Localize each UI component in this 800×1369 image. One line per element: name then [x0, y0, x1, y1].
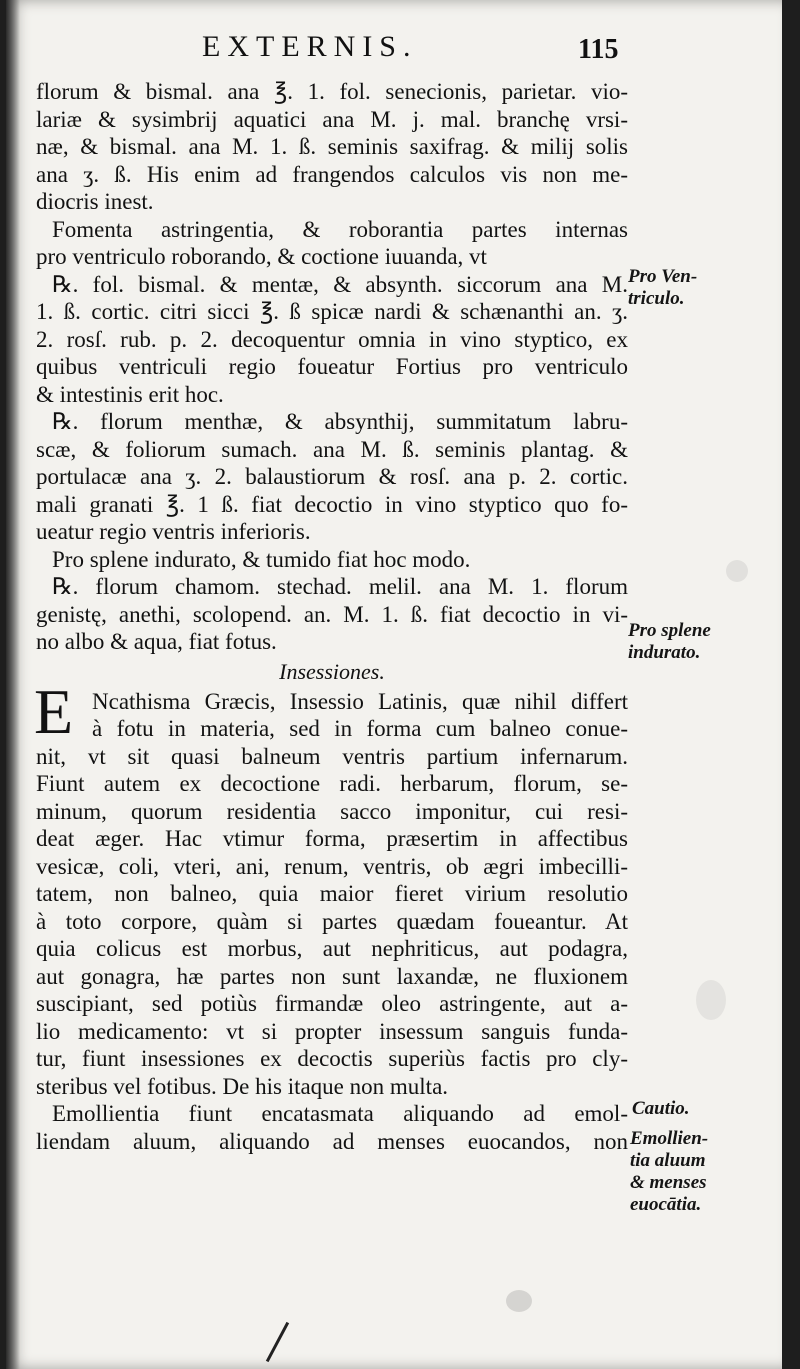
paragraph: [36, 573, 628, 656]
text-line: quibus ventriculi regio foueatur Fortius pro ventriculo: [36, 354, 628, 379]
margin-note-line: & menses: [630, 1172, 707, 1193]
margin-note-line: euocātia.: [630, 1194, 702, 1215]
text-line: 1. ß. cortic. citri sicci ℥. ß spicæ nardi & schænanthi an. ʒ.: [36, 299, 628, 324]
gutter-shadow: [6, 0, 20, 1369]
paragraph: [36, 216, 628, 409]
text-line: à fotu in materia, sed in forma cum balneo conue-: [92, 716, 628, 741]
text-line: genistę, anethi, scolopend. an. M. 1. ß. fiat decoctio in vi-: [36, 601, 628, 627]
text-line: & intestinis erit hoc.: [36, 381, 224, 407]
page-number: 115: [578, 34, 619, 65]
text-line: steribus vel fotibus. De his itaque non multa.: [36, 1073, 449, 1099]
margin-note-line: Cautio.: [632, 1098, 690, 1119]
margin-note-line: tia aluum: [630, 1150, 706, 1171]
margin-note-line: Pro Ven-: [628, 266, 698, 287]
margin-note-line: triculo.: [628, 288, 685, 309]
text-line: ℞. florum menthæ, & absynthij, summitatum labru-: [52, 409, 628, 434]
text-line: tatem, non balneo, quia maior fieret virium resolutio: [36, 881, 628, 906]
main-text-block: [36, 78, 628, 1155]
text-line: pro ventriculo roborando, & coctione iuuanda, vt: [36, 244, 487, 269]
text-line: ana ʒ. ß. His enim ad frangendos calculos vis non me-: [36, 161, 628, 187]
book-page: [6, 0, 782, 1369]
text-line: portulacæ ana ʒ. 2. balaustiorum & rosſ. ana p. 2. cortic.: [36, 464, 628, 489]
insessiones-paragraph: [34, 675, 628, 1101]
paragraph: [36, 1100, 628, 1155]
text-line: quia colicus est morbus, aut nephriticus, aut podagra,: [36, 936, 628, 961]
paper-stain: [696, 980, 726, 1020]
text-line: ℞. florum chamom. stechad. melil. ana M. 1. florum: [52, 574, 628, 599]
text-line: vesicæ, coli, vteri, ani, renum, ventris, ob ægri imbecilli-: [36, 853, 628, 879]
text-line: à toto corpore, quàm si partes quædam foueantur. At: [36, 908, 628, 934]
text-line: ueatur regio ventris inferioris.: [36, 519, 311, 544]
text-line: nit, vt sit quasi balneum ventris partium infernarum.: [36, 743, 628, 769]
text-line: Ncathisma Græcis, Insessio Latinis, quæ nihil differt: [92, 688, 628, 714]
text-line: lio medicamento: vt si propter insessum sanguis funda-: [36, 1018, 628, 1044]
paper-stain: [726, 560, 748, 582]
text-line: Fomenta astringentia, & roborantia partes internas: [52, 216, 628, 242]
section-heading: Insessiones.: [279, 658, 385, 684]
text-line: diocris inest.: [36, 189, 154, 214]
text-line: mali granati ℥. 1 ß. fiat decoctio in vino styptico quo fo-: [36, 491, 628, 517]
text-line: minum, quorum residentia sacco imponitur, cui resi-: [36, 798, 628, 824]
text-line: næ, & bismal. ana M. 1. ß. seminis saxifrag. & milij solis: [36, 134, 628, 159]
margin-note-cautio: [632, 1098, 690, 1120]
text-line: scæ, & foliorum sumach. ana M. ß. seminis plantag. &: [36, 436, 628, 462]
paragraph: [36, 408, 628, 546]
text-line: no albo & aqua, fiat fotus.: [36, 629, 277, 654]
text-line: aut gonagra, hæ partes non sunt laxandæ, ne fluxionem: [36, 963, 628, 989]
margin-note-pro-ventriculo: [628, 266, 697, 310]
text-line: lariæ & sysimbrij aquatici ana M. j. mal. branchę vrsi-: [36, 106, 628, 132]
text-line: deat æger. Hac vtimur forma, præsertim in affectibus: [36, 826, 628, 851]
text-line: suscipiant, sed potiùs firmandæ oleo astringente, aut a-: [36, 991, 628, 1016]
text-line: Emollientia fiunt encatasmata aliquando ad emol-: [52, 1101, 628, 1126]
running-head: [6, 26, 782, 66]
paragraph: [36, 546, 628, 574]
text-line: liendam aluum, aliquando ad menses euocandos, non: [36, 1128, 628, 1154]
text-line: florum & bismal. ana ℥. 1. fol. senecionis, parietar. vio-: [36, 79, 628, 104]
ink-scratch: [266, 1322, 289, 1362]
paragraph: [36, 78, 628, 216]
text-line: Pro splene indurato, & tumido fiat hoc modo.: [52, 546, 471, 572]
text-line: 2. rosſ. rub. p. 2. decoquentur omnia in vino styptico, ex: [36, 326, 628, 352]
margin-note-pro-splene: [628, 620, 711, 664]
text-line: ℞. fol. bismal. & mentæ, & absynth. siccorum ana M.: [52, 271, 628, 297]
margin-note-line: indurato.: [628, 642, 701, 663]
paper-stain: [506, 1290, 532, 1312]
margin-note-emollientia: [630, 1128, 708, 1216]
text-line: Fiunt autem ex decoctione radi. herbarum, florum, se-: [36, 771, 628, 796]
text-line: tur, fiunt insessiones ex decoctis superiùs factis pro cly-: [36, 1046, 628, 1071]
margin-note-line: Pro splene: [628, 620, 711, 641]
running-title: EXTERNIS.: [202, 30, 418, 63]
drop-initial: E: [34, 675, 74, 747]
margin-note-line: Emollien-: [630, 1128, 709, 1149]
